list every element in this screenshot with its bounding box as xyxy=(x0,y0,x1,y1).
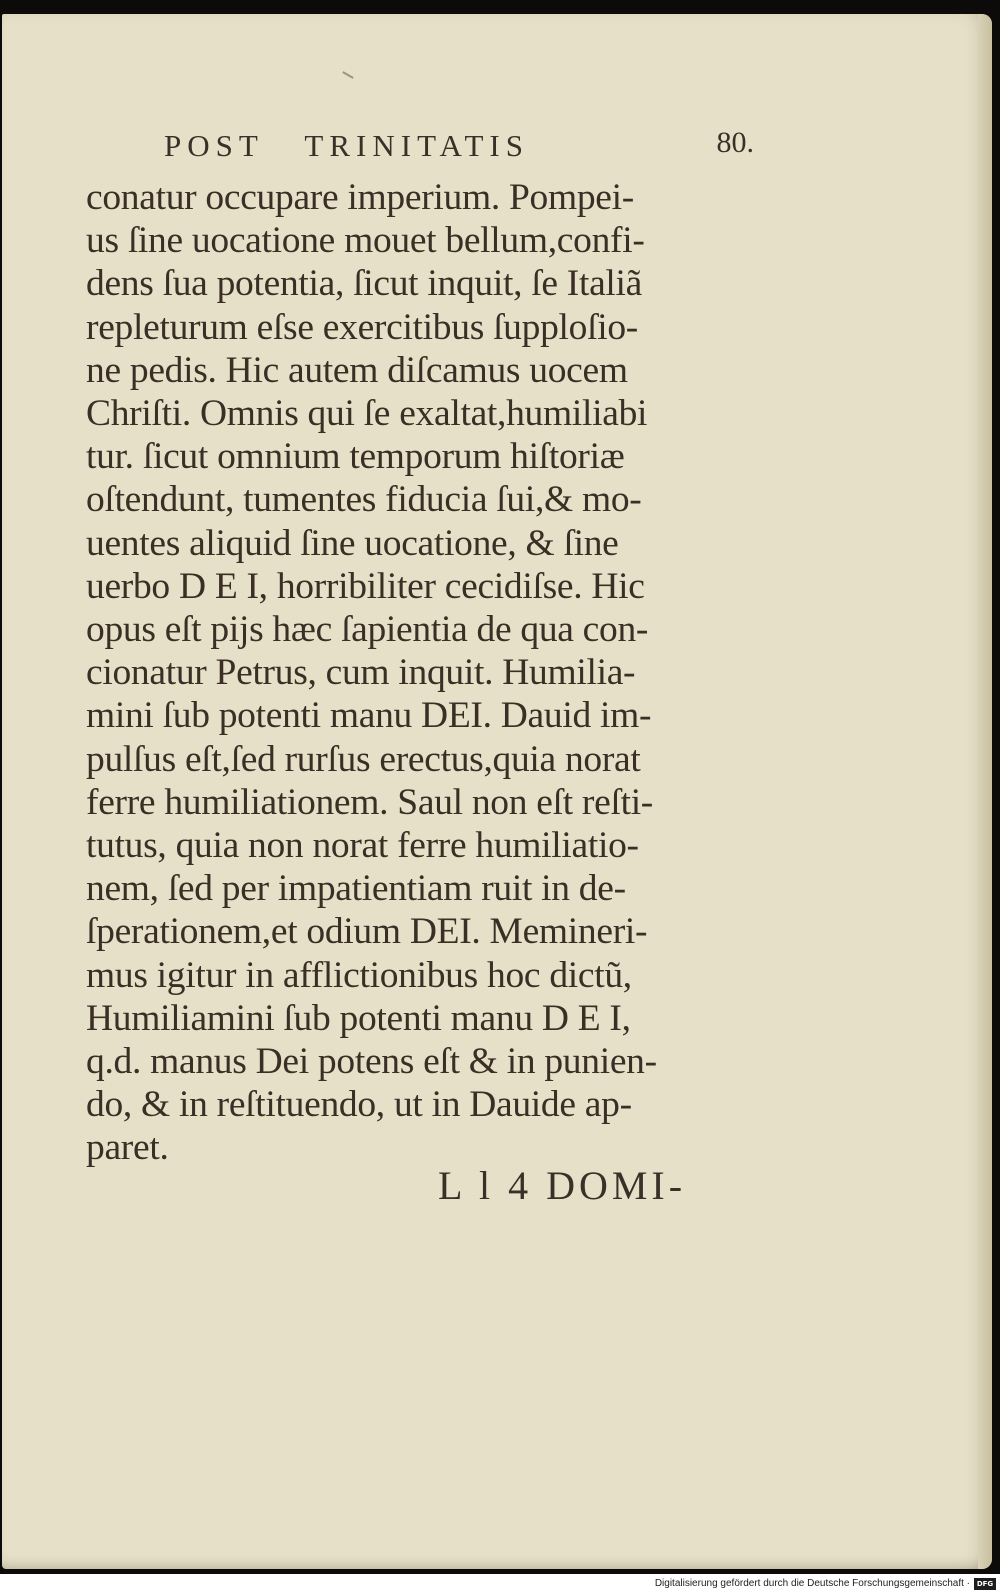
text-line: ſperationem,et odium DEI. Memineri- xyxy=(86,911,648,953)
text-line: tutus, quia non norat ferre humiliatio- xyxy=(86,825,639,867)
text-line: Chriſti. Omnis qui ſe exaltat,humiliabi xyxy=(86,393,648,435)
text-line: ne pedis. Hic autem diſcamus uocem xyxy=(86,349,628,391)
text-line: mus igitur in afflictionibus hoc dictũ, xyxy=(86,954,632,996)
footer-bar xyxy=(0,1574,1000,1596)
text-line: cionatur Petrus, cum inquit. Humilia- xyxy=(86,652,636,694)
text-line: opus eſt pijs hæc ſapientia de qua con- xyxy=(86,609,649,651)
text-line: tur. ſicut omnium temporum hiſtoriæ xyxy=(86,436,625,478)
text-line: oſtendunt, tumentes fiducia ſui,& mo- xyxy=(86,479,642,521)
funding-credit: Digitalisierung gefördert durch die Deutsche Forschungsgemeinschaft · xyxy=(654,1578,970,1589)
body-text xyxy=(86,176,766,1170)
text-line: us ſine uocatione mouet bellum,confi- xyxy=(86,220,645,262)
text-line: ferre humiliationem. Saul non eſt reſti- xyxy=(86,781,653,823)
text-line: paret. xyxy=(86,1127,169,1169)
text-line: uentes aliquid ſine uocatione, & ſine xyxy=(86,522,619,564)
text-line: mini ſub potenti manu DEI. Dauid im- xyxy=(86,695,652,737)
dfg-logo: DFG xyxy=(974,1578,996,1590)
running-head: POST TRINITATIS xyxy=(164,128,529,163)
text-line: do, & in reſtituendo, ut in Dauide ap- xyxy=(86,1084,632,1126)
text-line: uerbo D E I, horribiliter cecidiſse. Hic xyxy=(86,565,645,607)
text-block xyxy=(86,118,766,1170)
book-page xyxy=(2,14,992,1569)
catchword-signature: L l 4 DOMI- xyxy=(438,1163,687,1208)
page-edge xyxy=(978,14,992,1569)
page-header xyxy=(86,118,766,176)
ink-mark xyxy=(342,71,353,79)
text-line: nem, ſed per impatientiam ruit in de- xyxy=(86,868,626,910)
folio-number: 80. xyxy=(716,126,754,159)
text-line: pulſus eſt,ſed rurſus erectus,quia norat xyxy=(86,738,641,780)
text-line: repleturum eſse exercitibus ſupploſio- xyxy=(86,306,638,348)
text-line: Humiliamini ſub potenti manu D E I, xyxy=(86,997,631,1039)
text-line: q.d. manus Dei potens eſt & in punien- xyxy=(86,1041,657,1083)
text-line: conatur occupare imperium. Pompei- xyxy=(86,177,634,218)
text-line: dens ſua potentia, ſicut inquit, ſe Italiã xyxy=(86,263,642,305)
